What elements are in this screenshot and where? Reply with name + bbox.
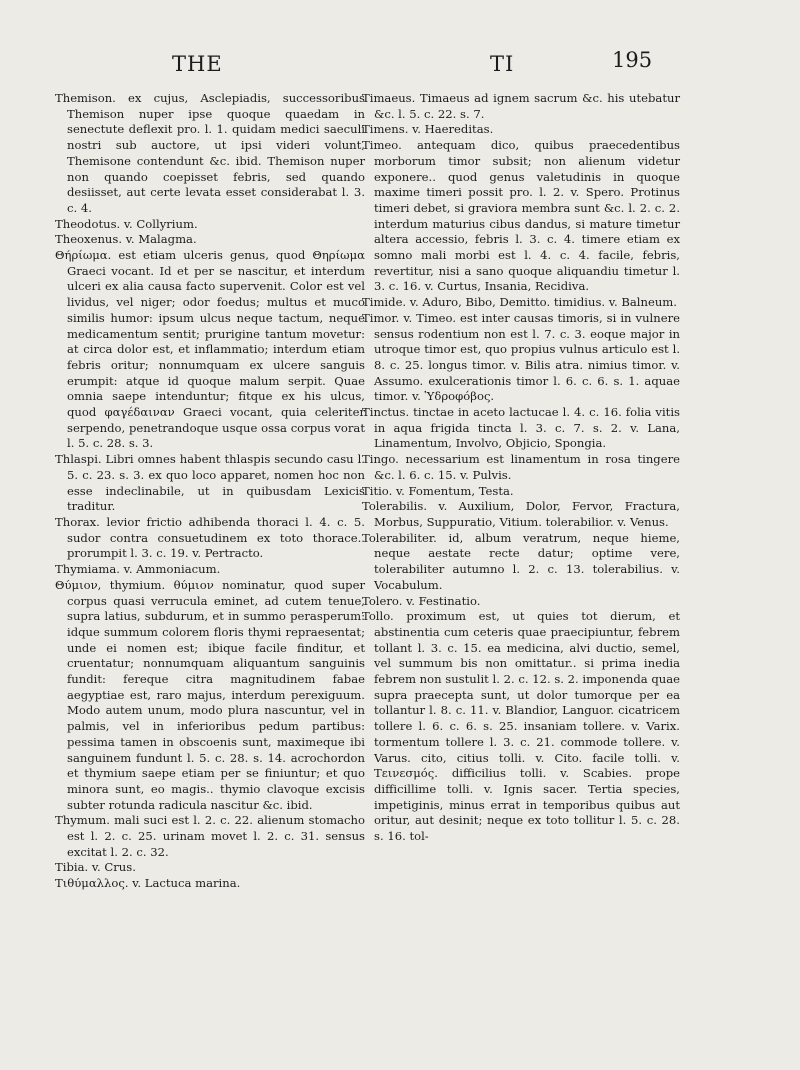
page-number: 195 bbox=[612, 48, 653, 72]
entry-tollo: Tollo. proximum est, ut quies tot dierum, et abstinentia cum ceteris quae praecipiuntur, febrem tollant l. 3. c. 15. ea medicina, alvi ductio, semel, vel summum bis non omittatur.. si prima inedia febrem non sustulit l. 2. c. 12. s. 2. imponenda quae supra praecepta sunt, ut dolor tumorque per ea tollantur l. 8. c. 11. v. Blandior, Languor. cicatricem tollere l. 6. c. 6. s. 25. insaniam tollere. v. Varix. tormentum tollere l. 3. c. 21. commode tollere. v. Varus. cito, citius tolli. v. Cito. facile tolli. v. Τεινεσμός. difficilius tolli. v. Scabies. prope difficillime tolli. v. Ignis sacer. Tertia species, impetiginis, minus errat in temporibus quibus aut oritur, aut desinit; neque ex toto tollitur l. 5. c. 28. s. 16. tol- bbox=[362, 609, 680, 844]
entry-titio: Titio. v. Fomentum, Testa. bbox=[362, 483, 514, 498]
entry-timeo: Timeo. antequam dico, quibus praecedentibus morborum timor subsit; non alienum videtur exponere.. quod genus valetudinis in quoque maxime timeri possit pro. l. 2. v. Spero. Protinus timeri debet, si graviora membra sunt &c. l. 2. c. 2. interdum maturius cibus dandus, si mature timetur altera accessio, febris l. 3. c. 4. timere etiam ex somno mali morbi est l. 4. c. 4. facile, febris, revertitur, nisi a sano quoque aliquandiu timetur l. 3. c. 16. v. Curtus, Insania, Recidiva. bbox=[362, 138, 680, 294]
left-column bbox=[55, 91, 365, 892]
entry-thymiama: Thymiama. v. Ammoniacum. bbox=[55, 562, 221, 577]
entry-theoxenus: Theoxenus. v. Malagma. bbox=[55, 232, 197, 247]
entry-theodotus: Theodotus. v. Collyrium. bbox=[55, 216, 198, 231]
entry-thlaspi: Thlaspi. Libri omnes habent thlaspis secundo casu l. 5. c. 23. s. 3. ex quo loco apparet, nomen hoc non esse indeclinabile, ut in quibusdam Lexicis traditur. bbox=[55, 452, 365, 514]
entry-tolerabilis: Tolerabilis. v. Auxilium, Dolor, Fervor, Fractura, Morbus, Suppuratio, Vitium. tolerabilior. v. Venus. bbox=[362, 499, 680, 529]
entry-thymum: Thymum. mali suci est l. 2. c. 22. alienum stomacho est l. 2. c. 25. urinam movet l. 2. c. 31. sensus excitat l. 2. c. 32. bbox=[55, 813, 365, 859]
running-head-right: TI bbox=[490, 52, 515, 76]
running-head-left: THE bbox=[172, 52, 223, 76]
entry-tolero: Tolero. v. Festinatio. bbox=[362, 593, 481, 608]
entry-tithymallos: Τιθύμαλλος. v. Lactuca marina. bbox=[55, 876, 241, 891]
page-header bbox=[0, 48, 800, 82]
entry-timaeus: Timaeus. Timaeus ad ignem sacrum &c. his utebatur &c. l. 5. c. 22. s. 7. bbox=[362, 91, 680, 121]
entry-timens: Timens. v. Haereditas. bbox=[362, 122, 494, 137]
entry-tolerabiliter: Tolerabiliter. id, album veratrum, neque hieme, neque aestate recte datur; optime vere, tolerabiliter autumno l. 2. c. 13. tolerabilius. v. Vocabulum. bbox=[362, 530, 680, 592]
entry-tinctus: Tinctus. tinctae in aceto lactucae l. 4. c. 16. folia vitis in aqua frigida tincta l. 3. c. 7. s. 2. v. Lana, Linamentum, Involvo, Objicio, Spongia. bbox=[362, 405, 680, 451]
entry-themison: Themison. ex cujus, Asclepiadis, successoribus Themison nuper ipse quoque quaedam in senectute deflexit pro. l. 1. quidam medici saeculi nostri sub auctore, ut ipsi videri volunt, Themisone contendunt &c. ibid. Themison nuper non quando coepisset febris, sed quando desiisset, aut certe levata esset considerabat l. 3. c. 4. bbox=[55, 91, 365, 215]
entry-timor: Timor. v. Timeo. est inter causas timoris, si in vulnere sensus rodentium non est l. 7. c. 3. eoque major in utroque timor est, quo propius vulnus articulo est l. 8. c. 25. longus timor. v. Bilis atra. nimius timor. v. Assumo. exulcerationis timor l. 6. c. 6. s. 1. aquae timor. v. Ὑδροφόβος. bbox=[362, 310, 680, 404]
entry-timide: Timide. v. Aduro, Bibo, Demitto. timidius. v. Balneum. bbox=[362, 295, 677, 310]
right-column bbox=[362, 91, 680, 845]
entry-tingo: Tingo. necessarium est linamentum in rosa tingere &c. l. 6. c. 15. v. Pulvis. bbox=[362, 452, 680, 482]
entry-thymion: Θύμιον, thymium. θύμιον nominatur, quod super corpus quasi verrucula eminet, ad cutem tenue, supra latius, subdurum, et in summo perasperum: idque summum colorem floris thymi repraesentat; unde ei nomen est; ibique facile finditur, et cruentatur; nonnumquam aliquantum sanguinis fundit: fereque citra magnitudinem fabae aegyptiae est, raro majus, interdum perexiguum. Modo autem unum, modo plura nascuntur, vel in palmis, vel in inferioribus pedum partibus: pessima tamen in obscoenis sunt, maximeque ibi sanguinem fundunt l. 5. c. 28. s. 14. acrochordon et thymium saepe etiam per se finiuntur; et quo minora sunt, eo magis.. thymio clavoque excisis subter rotunda radicula nascitur &c. ibid. bbox=[55, 577, 365, 812]
entry-therioma: Θήρίωμα. est etiam ulceris genus, quod Θηρίωμα Graeci vocant. Id et per se nascitur, et interdum ulceri ex alia causa facto supervenit. Color est vel lividus, vel niger; odor foedus; multus et muco similis humor: ipsum ulcus neque tactum, neque medicamentum sentit; prurigine tantum movetur: at circa dolor est, et inflammatio; interdum etiam febris oritur; nonnumquam ex ulcere sanguis erumpit: atque id quoque malum serpit. Quae omnia saepe intenduntur; fitque ex his ulcus, quod φαγέδαιναν Graeci vocant, quia celeriter serpendo, penetrandoque usque ossa corpus vorat l. 5. c. 28. s. 3. bbox=[55, 248, 365, 451]
entry-tibia: Tibia. v. Crus. bbox=[55, 860, 136, 875]
entry-thorax: Thorax. levior frictio adhibenda thoraci l. 4. c. 5. sudor contra consuetudinem ex toto thorace.. prorumpit l. 3. c. 19. v. Pertracto. bbox=[55, 514, 365, 561]
